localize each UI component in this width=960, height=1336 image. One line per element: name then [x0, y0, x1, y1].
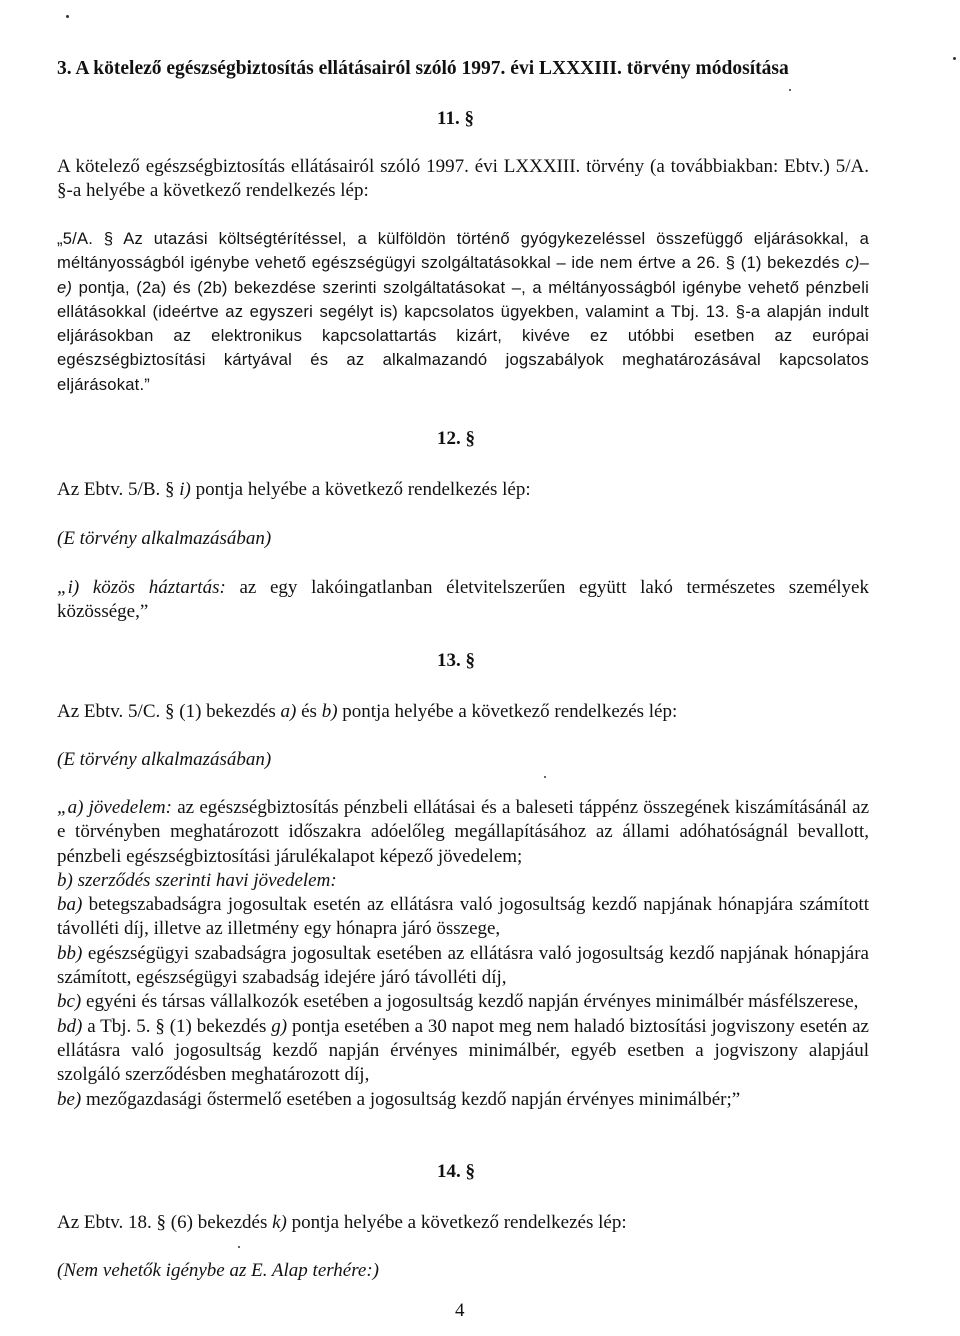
- point-bd: bd) a Tbj. 5. § (1) bekezdés g) pontja esetében a 30 napot meg nem haladó biztosítási jogviszony esetén az ellátásra való jogosultság kezdő napján érvényes minimálbér, egyéb esetben a jogviszony alapjául szolgáló szerződésben meghatározott díj,: [57, 1015, 869, 1086]
- point-bc: bc) egyéni és társas vállalkozók esetében a jogosultság kezdő napján érvényes minimálbér másfélszerese,: [57, 991, 859, 1013]
- scan-speck: [953, 57, 956, 60]
- scan-speck: [544, 776, 546, 778]
- section-14-intro: Az Ebtv. 18. § (6) bekezdés k) pontja helyébe a következő rendelkezés lép:: [57, 1212, 627, 1233]
- page-number: 4: [455, 1300, 465, 1321]
- point-bb: bb) egészségügyi szabadságra jogosultak esetében az ellátásra való jogosultság kezdő napjának hónapjára számított, egészségügyi szabadság idejére járó távolléti díj,: [57, 942, 869, 989]
- section-14-context: (Nem vehetők igénybe az E. Alap terhére:): [57, 1260, 380, 1281]
- point-a: „a) jövedelem: az egészségbiztosítás pénzbeli ellátásai és a baleseti táppénz összegének kiszámításánál az e törvényben meghatározott időszakra adóelőleg megállapításához az állami adóhatóságnál bevallott, pénzbeli egészségbiztosítási járulékalapot képező jövedelem;: [57, 797, 870, 867]
- point-be: be) mezőgazdasági őstermelő esetében a jogosultság kezdő napján érvényes minimálbér;”: [57, 1088, 741, 1110]
- section-11-intro: A kötelező egészségbiztosítás ellátásairól szóló 1997. évi LXXXIII. törvény (a továbbiakban: Ebtv.) 5/A. §-a helyébe a következő rendelkezés lép:: [57, 156, 869, 202]
- section-13-points: [57, 796, 869, 1112]
- section-12-context: (E törvény alkalmazásában): [57, 528, 272, 549]
- scan-speck: [789, 89, 791, 91]
- section-11-title: 11. §: [437, 108, 474, 129]
- point-ba: ba) betegszabadságra jogosultak esetén az ellátásra való jogosultság kezdő napjának hónapjára számított távolléti díj, illetve az illetmény egy hónapra járó összege,: [57, 894, 869, 940]
- section-13-intro: Az Ebtv. 5/C. § (1) bekezdés a) és b) pontja helyébe a következő rendelkezés lép:: [57, 701, 678, 722]
- document-heading: 3. A kötelező egészségbiztosítás ellátásairól szóló 1997. évi LXXXIII. törvény módosítása: [57, 58, 789, 79]
- scan-speck: [66, 15, 69, 18]
- section-11-quote: „5/A. § Az utazási költségtérítéssel, a külföldön történő gyógykezeléssel összefüggő eljárásokkal, a méltányosságból igénybe vehető egészségügyi szolgáltatásokkal – ide nem értve a 26. § (1) bekezdés c)–e) pontja, (2a) és (2b) bekezdése szerinti szolgáltatásokat –, a méltányosságból igénybe vehető pénzbeli ellátásokkal (ideértve az egyszeri segélyt is) kapcsolatos ügyekben, valamint a Tbj. 13. §-a alapján indult eljárásokban az elektronikus kapcsolattartás kizárt, kivéve ez utóbbi esetben az európai egészségbiztosítási kártyával és az alkalmazandó jogszabályok meghatározásával kapcsolatos eljárásokat.”: [57, 229, 869, 394]
- section-12-definition: „i) közös háztartás: az egy lakóingatlanban életvitelszerűen együtt lakó természetes személyek közössége,”: [57, 577, 869, 623]
- section-13-context: (E törvény alkalmazásában): [57, 749, 272, 770]
- scan-speck: [238, 1246, 240, 1248]
- section-12-title: 12. §: [437, 428, 475, 449]
- section-14-title: 14. §: [437, 1161, 475, 1182]
- section-13-title: 13. §: [437, 650, 475, 671]
- point-b: b) szerződés szerinti havi jövedelem:: [57, 869, 337, 891]
- section-12-intro: Az Ebtv. 5/B. § i) pontja helyébe a következő rendelkezés lép:: [57, 479, 531, 500]
